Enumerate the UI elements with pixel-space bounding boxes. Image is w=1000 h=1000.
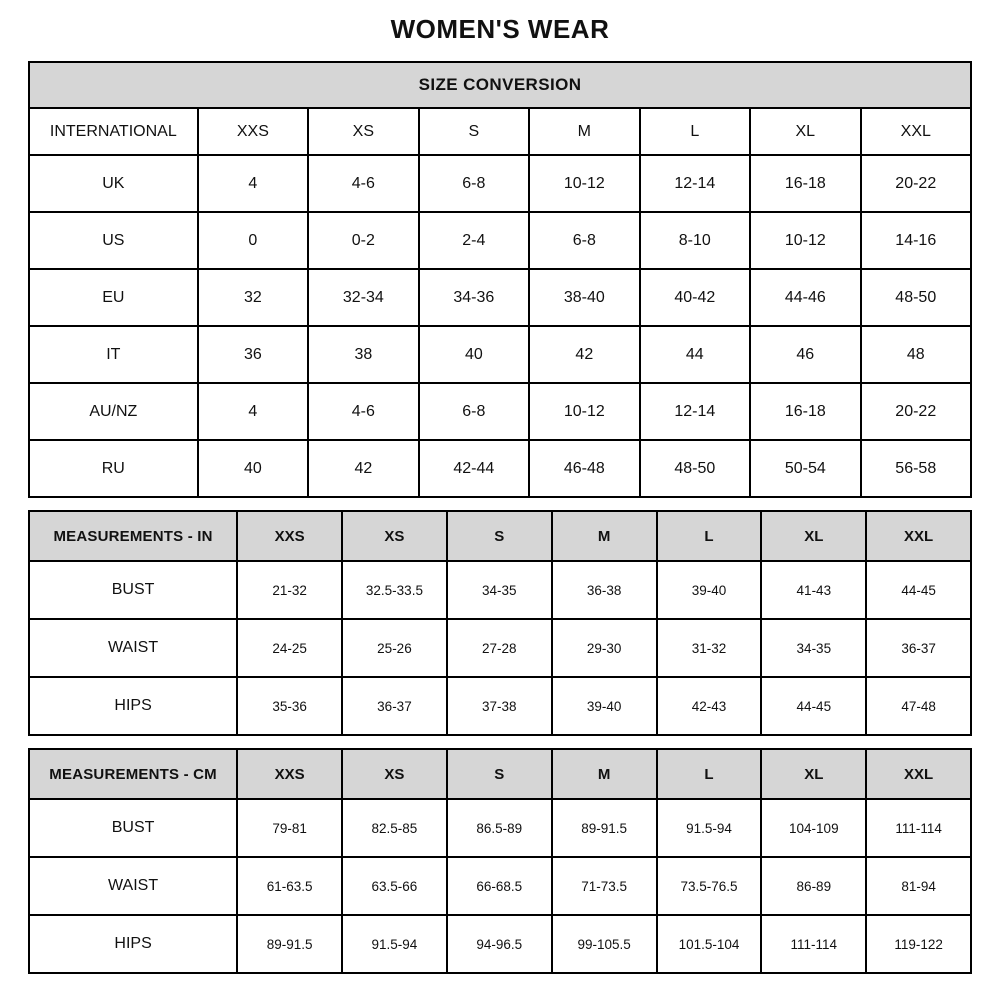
table-row-it <box>29 326 971 383</box>
table-cell: 34-36 <box>419 269 529 326</box>
measurements-in-table <box>28 510 972 736</box>
table-cell: 25-26 <box>342 619 447 677</box>
table-cell: 40-42 <box>640 269 750 326</box>
table-cell: 40 <box>419 326 529 383</box>
table-cell: 86-89 <box>761 857 866 915</box>
row-label: AU/NZ <box>29 383 198 440</box>
row-label: BUST <box>29 561 237 619</box>
table-cell: 56-58 <box>861 440 971 497</box>
table-cell: 91.5-94 <box>657 799 762 857</box>
table-cell: 12-14 <box>640 155 750 212</box>
row-label: WAIST <box>29 619 237 677</box>
table-cell: 82.5-85 <box>342 799 447 857</box>
table-cell: 111-114 <box>866 799 971 857</box>
size-col-header: L <box>657 511 762 561</box>
table-cell: 6-8 <box>419 383 529 440</box>
table-cell: 36 <box>198 326 308 383</box>
table-cell: 6-8 <box>529 212 639 269</box>
table-cell: 32-34 <box>308 269 418 326</box>
table-cell: 46 <box>750 326 860 383</box>
table-cell: 20-22 <box>861 155 971 212</box>
table-cell: 42-44 <box>419 440 529 497</box>
table-cell: 10-12 <box>529 155 639 212</box>
table-cell: 89-91.5 <box>552 799 657 857</box>
table-cell: 4-6 <box>308 155 418 212</box>
size-col-header: M <box>552 511 657 561</box>
table-cell: 37-38 <box>447 677 552 735</box>
table-cell: 99-105.5 <box>552 915 657 973</box>
table-cell: 47-48 <box>866 677 971 735</box>
table-cell: 10-12 <box>529 383 639 440</box>
table-cell: 71-73.5 <box>552 857 657 915</box>
table-cell: 48-50 <box>861 269 971 326</box>
table-cell: 35-36 <box>237 677 342 735</box>
table-cell: 36-38 <box>552 561 657 619</box>
row-label: US <box>29 212 198 269</box>
page-title: WOMEN'S WEAR <box>390 14 610 44</box>
table-cell: 16-18 <box>750 155 860 212</box>
table-cell: 86.5-89 <box>447 799 552 857</box>
row-label: BUST <box>29 799 237 857</box>
size-col-header: XXL <box>861 108 971 155</box>
table-cell: 48 <box>861 326 971 383</box>
table-cell: 29-30 <box>552 619 657 677</box>
size-col-header: XXS <box>198 108 308 155</box>
table-cell: 27-28 <box>447 619 552 677</box>
size-col-header: S <box>419 108 529 155</box>
table-cell: 44-45 <box>761 677 866 735</box>
table-cell: 66-68.5 <box>447 857 552 915</box>
table-cell: 73.5-76.5 <box>657 857 762 915</box>
table-cell: 81-94 <box>866 857 971 915</box>
table-cell: 42 <box>308 440 418 497</box>
table-row-bust-in <box>29 561 971 619</box>
table-cell: 48-50 <box>640 440 750 497</box>
table-cell: 44-46 <box>750 269 860 326</box>
table-row-hips-cm <box>29 915 971 973</box>
table-row-waist-in <box>29 619 971 677</box>
table-row-waist-cm <box>29 857 971 915</box>
table-cell: 42-43 <box>657 677 762 735</box>
table-cell: 32 <box>198 269 308 326</box>
table-cell: 79-81 <box>237 799 342 857</box>
size-col-header: XS <box>342 749 447 799</box>
table-row-eu <box>29 269 971 326</box>
table-cell: 4 <box>198 155 308 212</box>
table-cell: 34-35 <box>447 561 552 619</box>
measurements-cm-table <box>28 748 972 974</box>
size-col-header: XXS <box>237 511 342 561</box>
table-cell: 63.5-66 <box>342 857 447 915</box>
table-row-ru <box>29 440 971 497</box>
size-conversion-header: SIZE CONVERSION <box>29 62 971 108</box>
table-cell: 41-43 <box>761 561 866 619</box>
table-row-us <box>29 212 971 269</box>
size-col-header: L <box>657 749 762 799</box>
table-cell: 42 <box>529 326 639 383</box>
table-cell: 38 <box>308 326 418 383</box>
table-cell: 6-8 <box>419 155 529 212</box>
size-col-header: XL <box>761 749 866 799</box>
size-conversion-table <box>28 61 972 498</box>
table-row-bust-cm <box>29 799 971 857</box>
table-row-aunz <box>29 383 971 440</box>
size-col-header: L <box>640 108 750 155</box>
table-cell: 12-14 <box>640 383 750 440</box>
international-label: INTERNATIONAL <box>29 108 198 155</box>
size-col-header: XL <box>761 511 866 561</box>
table-cell: 10-12 <box>750 212 860 269</box>
size-col-header: M <box>552 749 657 799</box>
table-cell: 91.5-94 <box>342 915 447 973</box>
table-cell: 111-114 <box>761 915 866 973</box>
size-col-header: M <box>529 108 639 155</box>
table-cell: 31-32 <box>657 619 762 677</box>
row-label: WAIST <box>29 857 237 915</box>
measurements-in-label: MEASUREMENTS - IN <box>29 511 237 561</box>
size-col-header: XXL <box>866 749 971 799</box>
table-cell: 46-48 <box>529 440 639 497</box>
table-cell: 89-91.5 <box>237 915 342 973</box>
table-cell: 16-18 <box>750 383 860 440</box>
row-label: UK <box>29 155 198 212</box>
table-cell: 40 <box>198 440 308 497</box>
measurements-cm-label: MEASUREMENTS - CM <box>29 749 237 799</box>
spacer <box>28 736 972 748</box>
table-cell: 38-40 <box>529 269 639 326</box>
table-cell: 39-40 <box>657 561 762 619</box>
row-label: HIPS <box>29 915 237 973</box>
table-cell: 0 <box>198 212 308 269</box>
size-col-header: S <box>447 511 552 561</box>
row-label: EU <box>29 269 198 326</box>
table-cell: 119-122 <box>866 915 971 973</box>
table-cell: 14-16 <box>861 212 971 269</box>
table-cell: 21-32 <box>237 561 342 619</box>
row-label: IT <box>29 326 198 383</box>
size-col-header: XXL <box>866 511 971 561</box>
table-cell: 44-45 <box>866 561 971 619</box>
table-cell: 50-54 <box>750 440 860 497</box>
table-cell: 4 <box>198 383 308 440</box>
table-cell: 101.5-104 <box>657 915 762 973</box>
table-cell: 104-109 <box>761 799 866 857</box>
size-col-header: XXS <box>237 749 342 799</box>
table-cell: 44 <box>640 326 750 383</box>
table-cell: 39-40 <box>552 677 657 735</box>
table-cell: 36-37 <box>342 677 447 735</box>
table-cell: 4-6 <box>308 383 418 440</box>
table-cell: 8-10 <box>640 212 750 269</box>
row-label: HIPS <box>29 677 237 735</box>
spacer <box>28 498 972 510</box>
table-row-hips-in <box>29 677 971 735</box>
table-cell: 24-25 <box>237 619 342 677</box>
table-cell: 34-35 <box>761 619 866 677</box>
size-col-header: S <box>447 749 552 799</box>
table-cell: 32.5-33.5 <box>342 561 447 619</box>
table-cell: 61-63.5 <box>237 857 342 915</box>
size-col-header: XS <box>308 108 418 155</box>
table-cell: 2-4 <box>419 212 529 269</box>
table-row-uk <box>29 155 971 212</box>
table-cell: 20-22 <box>861 383 971 440</box>
table-cell: 94-96.5 <box>447 915 552 973</box>
size-col-header: XL <box>750 108 860 155</box>
table-cell: 0-2 <box>308 212 418 269</box>
row-label: RU <box>29 440 198 497</box>
size-col-header: XS <box>342 511 447 561</box>
table-cell: 36-37 <box>866 619 971 677</box>
